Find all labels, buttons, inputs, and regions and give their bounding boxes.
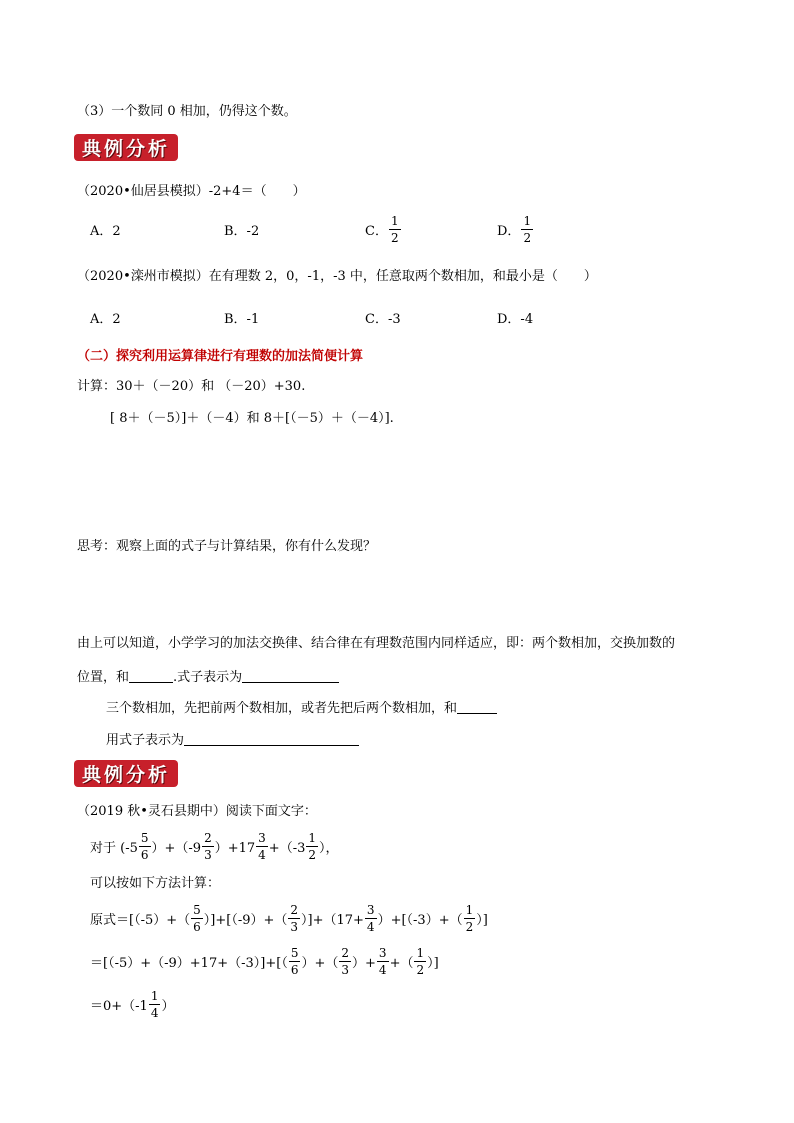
q3-original-expression: 原式＝[（-5）+（ $\frac{5}{6}$ ）]+[（-9）+（ $\frac{2}{3}$ ）]+（17+ $\frac{3}{4}$ ）+[（-3）+（ $\frac{1}{2}$ ）]: [90, 903, 488, 934]
fraction: $\frac{3}{4}$: [366, 903, 375, 934]
q3-step-3: ＝0+（-1 $\frac{1}{4}$ ）: [90, 989, 175, 1020]
q1-option-b: B．-2: [224, 224, 260, 239]
q3-method-text: 可以按如下方法计算：: [90, 876, 221, 891]
q2-option-b: B．-1: [224, 312, 260, 327]
q1-option-a: A．2: [90, 224, 121, 239]
fraction: $\frac{5}{6}$: [290, 946, 299, 977]
q2-option-c: C．-3: [365, 312, 401, 327]
badge-label: 典例分析: [81, 764, 170, 786]
q2-option-a: A．2: [90, 312, 121, 327]
fraction: $\frac{2}{3}$: [204, 831, 212, 862]
fraction: $\frac{1}{2}$: [308, 831, 316, 862]
q3-step-2: ＝[（-5）+（-9）+17+（-3）]+[（ $\frac{5}{6}$ ）+（ $\frac{2}{3}$ ）+ $\frac{3}{4}$ +（ $\frac{1}{2}$ ）]: [90, 946, 439, 977]
calc-line-2: [ 8＋（－5）]＋（－4）和 8＋[（－5）＋（－4）].: [110, 411, 394, 426]
q1-option-c: C． $\frac{1}{2}$: [365, 214, 399, 245]
fraction: $\frac{1}{2}$: [416, 946, 425, 977]
fraction: $\frac{1}{4}$: [150, 989, 159, 1020]
calc-line-1: 计算：30＋（－20）和 （－20）+30.: [77, 379, 306, 394]
example-analysis-badge: [74, 760, 178, 787]
fill-blank[interactable]: [457, 700, 497, 714]
fraction: $\frac{1}{2}$: [523, 214, 532, 245]
fraction: $\frac{3}{4}$: [258, 831, 266, 862]
fraction: $\frac{5}{6}$: [140, 831, 149, 862]
fraction: $\frac{3}{4}$: [378, 946, 387, 977]
fraction: $\frac{2}{3}$: [290, 903, 299, 934]
badge-label: 典例分析: [81, 138, 170, 160]
associative-line: 三个数相加，先把前两个数相加，或者先把后两个数相加，和: [106, 697, 497, 716]
fill-blank[interactable]: [242, 669, 339, 683]
fill-blank[interactable]: [129, 669, 173, 683]
example-analysis-badge: [74, 134, 178, 161]
fraction: $\frac{5}{6}$: [193, 903, 201, 934]
think-prompt: 思考：观察上面的式子与计算结果，你有什么发现？: [77, 539, 377, 554]
rule-3-text: （3）一个数同 0 相加，仍得这个数。: [77, 104, 297, 119]
conclusion-line-1: 由上可以知道，小学学习的加法交换律、结合律在有理数范围内同样适应，即：两个数相加，交换加数的: [77, 636, 676, 651]
fraction: $\frac{2}{3}$: [341, 946, 350, 977]
fraction: $\frac{1}{2}$: [465, 903, 474, 934]
conclusion-line-2: 位置，和 .式子表示为: [77, 666, 339, 685]
question-2-stem: （2020•滦州市模拟）在有理数 2，0，-1，-3 中，任意取两个数相加，和最小是（ ）: [77, 269, 597, 284]
fraction: $\frac{1}{2}$: [390, 214, 399, 245]
question-1-stem: （2020•仙居县模拟）-2+4＝（ ）: [77, 184, 306, 199]
q2-option-d: D．-4: [497, 312, 534, 327]
associative-formula-line: 用式子表示为: [106, 729, 359, 748]
question-3-stem: （2019 秋•灵石县期中）阅读下面文字：: [77, 804, 317, 819]
q3-expression: 对于 (-5 $\frac{5}{6}$ ）+（-9 $\frac{2}{3}$ ）+17 $\frac{3}{4}$ +（-3 $\frac{1}{2}$ ），: [90, 831, 339, 862]
section-2-heading: （二）探究利用运算律进行有理数的加法简便计算: [77, 349, 364, 364]
q1-option-d: D． $\frac{1}{2}$: [497, 214, 532, 245]
fill-blank[interactable]: [184, 732, 359, 746]
